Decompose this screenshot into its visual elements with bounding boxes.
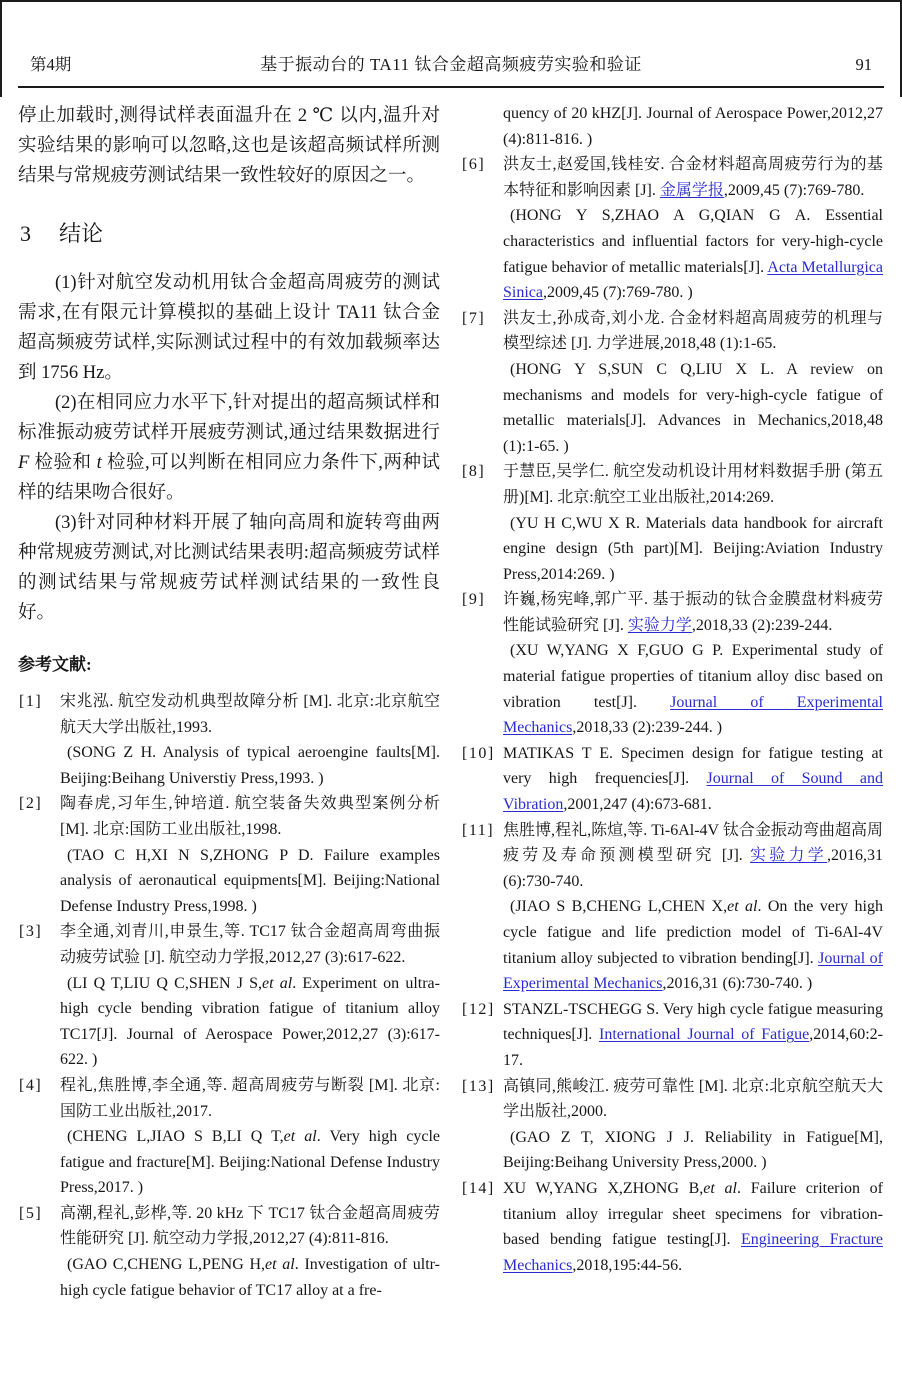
reference-translation xyxy=(60,843,440,920)
references-list-left xyxy=(18,689,440,1303)
text-segment: (CHENG L,JIAO S B,LI Q T, xyxy=(67,1128,284,1146)
section-title: 结论 xyxy=(59,221,104,246)
text-segment: ,2009,45 (7):769-780. ) xyxy=(543,284,693,302)
reference-item xyxy=(461,459,883,587)
text-segment: (GAO Z T, XIONG J J. Reliability in Fatigue[M], Beijing:Beihang University Press,2000. ) xyxy=(503,1128,883,1172)
text-segment: (2)在相同应力水平下,针对提出的超高频试样和标准振动疲劳试样开展疲劳测试,通过结果数据进行 xyxy=(18,393,440,443)
reference-item xyxy=(461,818,883,997)
reference-item xyxy=(461,741,883,818)
reference-item xyxy=(18,689,440,791)
reference-item xyxy=(461,152,883,306)
reference-translation xyxy=(60,1124,440,1201)
text-segment: MATIKAS T E. Specimen design for fatigue testing at very high frequencies[J]. xyxy=(503,744,883,788)
italic-term: t xyxy=(96,453,102,473)
reference-translation xyxy=(60,1252,440,1303)
journal-link[interactable]: Engineering Fracture Mechanics xyxy=(503,1231,883,1274)
text-segment: (JIAO S B,CHENG L,CHEN X, xyxy=(510,898,728,916)
reference-translation xyxy=(503,638,883,740)
reference-citation xyxy=(503,997,883,1074)
reference-label: [2] xyxy=(19,795,43,813)
reference-label: [3] xyxy=(19,923,43,941)
text-segment: 洪友士,孙成奇,刘小龙. 合金材料超高周疲劳的机理与模型综述 [J]. 力学进展,2018,48 (1):1-65. xyxy=(503,309,883,353)
reference-5-continuation xyxy=(461,101,883,152)
text-segment: 高潮,程礼,彭桦,等. 20 kHz 下 TC17 钛合金超高周疲劳性能研究 [J]. 航空动力学报,2012,27 (4):811-816. xyxy=(60,1204,440,1248)
text-segment: 检验,可以判断在相同应力条件下,两种试样的结果吻合很好。 xyxy=(18,453,440,503)
journal-link[interactable]: Journal of Experimental Mechanics xyxy=(503,693,883,737)
reference-item xyxy=(18,1073,440,1201)
italic-term: F xyxy=(18,453,30,473)
text-segment: 高镇同,熊峻江. 疲劳可靠性 [M]. 北京:北京航空航天大学出版社,2000. xyxy=(503,1077,883,1121)
text-segment: (HONG Y S,ZHAO A G,QIAN G A. Essential characteristics and influential factors for very-high-cycle fatigue behavior of metallic materials[J]. xyxy=(503,207,883,276)
reference-citation xyxy=(60,919,440,970)
reference-citation xyxy=(503,152,883,203)
two-column-body xyxy=(0,88,902,1303)
references-list-right xyxy=(461,152,883,1278)
text-segment: XU W,YANG X,ZHONG B, xyxy=(503,1179,704,1197)
text-segment: (TAO C H,XI N S,ZHONG P D. Failure examples analysis of aeronautical equipments[M]. Beijing:National Defense Industry Press,1998. ) xyxy=(60,846,440,915)
reference-citation xyxy=(503,306,883,357)
text-segment: . Investigation of ultr-high cycle fatigue behavior of TC17 alloy at a fre- xyxy=(60,1256,441,1299)
text-segment: 程礼,焦胜博,李全通,等. 超高周疲劳与断裂 [M]. 北京:国防工业出版社,2017. xyxy=(60,1076,440,1120)
reference-citation xyxy=(60,689,440,740)
section-number: 3 xyxy=(20,221,31,246)
reference-item xyxy=(461,1074,883,1176)
italic-term: et al xyxy=(727,898,758,916)
italic-term: et al xyxy=(283,1128,317,1146)
reference-translation xyxy=(503,203,883,305)
italic-term: et al xyxy=(265,1256,295,1274)
text-segment: . Failure criterion of titanium alloy irregular sheet specimens for vibration-based bending fatigue testing[J]. xyxy=(503,1179,883,1249)
reference-label: [10] xyxy=(462,744,495,762)
text-segment: 陶春虎,习年生,钟培道. 航空装备失效典型案例分析 [M]. 北京:国防工业出版社,1998. xyxy=(60,795,440,838)
left-column xyxy=(18,101,440,1303)
text-segment: 李全通,刘青川,申景生,等. TC17 钛合金超高周弯曲振动疲劳试验 [J]. 航空动力学报,2012,27 (3):617-622. xyxy=(60,923,440,966)
text-segment: ,2016,31 (6):730-740. xyxy=(503,847,883,890)
reference-item xyxy=(461,997,883,1074)
text-segment: (XU W,YANG X F,GUO G P. Experimental study of material fatigue properties of titanium alloy disc based on vibration test[J]. xyxy=(503,642,883,711)
text-segment: 焦胜博,程礼,陈煊,等. Ti-6Al-4V 钛合金振动弯曲超高周疲劳及寿命预测模型研究 [J]. xyxy=(503,821,883,865)
journal-link[interactable]: International Journal of Fatigue xyxy=(599,1026,810,1044)
italic-term: et al xyxy=(262,974,293,992)
reference-translation xyxy=(503,357,883,459)
reference-citation xyxy=(503,459,883,510)
italic-term: et al xyxy=(703,1179,737,1197)
paper-title: 基于振动台的 TA11 钛合金超高频疲劳实验和验证 xyxy=(260,55,642,74)
page-number: 91 xyxy=(855,55,872,74)
text-segment: STANZL-TSCHEGG S. Very high cycle fatigue measuring techniques[J]. xyxy=(503,1000,883,1044)
text-segment: . Very high cycle fatigue and fracture[M]. Beijing:National Defense Industry Press,2017. ) xyxy=(60,1128,440,1197)
text-segment: 许巍,杨宪峰,郭广平. 基于振动的钛合金膜盘材料疲劳性能试验研究 [J]. xyxy=(503,591,883,634)
reference-translation xyxy=(60,971,440,1073)
reference-label: [7] xyxy=(462,309,486,327)
text-segment: (GAO C,CHENG L,PENG H, xyxy=(67,1256,266,1274)
reference-label: [13] xyxy=(462,1077,495,1095)
journal-link[interactable]: Acta Metallurgica Sinica xyxy=(503,258,883,302)
reference-label: [4] xyxy=(19,1076,43,1094)
journal-issue: 第4期 xyxy=(30,55,72,74)
text-segment: ,2018,33 (2):239-244. ) xyxy=(572,719,723,737)
reference-label: [11] xyxy=(462,821,495,839)
journal-link[interactable]: 实验力学 xyxy=(627,616,692,634)
text-segment: 检验和 xyxy=(29,453,97,473)
section-heading xyxy=(20,217,440,248)
text-segment: . Experiment on ultra-high cycle bending vibration fatigue of titanium alloy TC17[J]. Journal of Aerospace Power,2012,27 (3):617-622. ) xyxy=(60,974,440,1069)
reference-citation xyxy=(503,818,883,895)
text-segment: 于慧臣,吴学仁. 航空发动机设计用材料数据手册 (第五册)[M]. 北京:航空工业出版社,2014:269. xyxy=(503,463,883,506)
reference-citation xyxy=(503,1074,883,1125)
text-segment: 宋兆泓. 航空发动机典型故障分析 [M]. 北京:北京航空航天大学出版社,1993. xyxy=(60,693,440,736)
text-segment: (HONG Y S,SUN C Q,LIU X L. A review on mechanisms and models for very-high-cycle fatigue of metallic materials[J]. Advances in Mechanics,2018,48 (1):1-65. ) xyxy=(503,360,883,455)
reference-label: [1] xyxy=(19,693,43,710)
reference-citation xyxy=(60,791,440,842)
text-segment: ,2009,45 (7):769-780. xyxy=(723,181,865,199)
reference-label: [9] xyxy=(462,591,486,609)
reference-item xyxy=(18,919,440,1073)
reference-item xyxy=(461,306,883,460)
page-header xyxy=(30,50,872,75)
reference-translation xyxy=(60,740,440,791)
reference-citation xyxy=(503,587,883,638)
reference-citation xyxy=(60,1073,440,1124)
journal-link[interactable]: 实验力学 xyxy=(750,847,827,865)
reference-label: [5] xyxy=(19,1204,43,1222)
reference-item xyxy=(18,1201,440,1303)
reference-translation xyxy=(503,894,883,996)
text-segment: . On the very high cycle fatigue and life prediction model of Ti-6Al-4V titanium alloy subjected to vibration bending[J]. xyxy=(503,898,883,967)
scan-edge-left xyxy=(0,0,2,97)
text-segment: ,2016,31 (6):730-740. ) xyxy=(662,975,813,993)
reference-label: [8] xyxy=(462,463,486,481)
reference-item xyxy=(18,791,440,919)
text-segment: (YU H C,WU X R. Materials data handbook for aircraft engine design (5th part)[M]. Beijing:Aviation Industry Press,2014:269. ) xyxy=(503,514,883,583)
conclusion-paragraph-3 xyxy=(18,508,440,628)
conclusion-paragraph-1 xyxy=(18,268,440,388)
reference-item xyxy=(461,587,883,741)
text-segment: (1)针对航空发动机用钛合金超高周疲劳的测试需求,在有限元计算模拟的基础上设计 TA11 钛合金超高频疲劳试样,实际测试过程中的有效加载频率达到 1756 Hz。 xyxy=(18,273,440,383)
scan-edge-top xyxy=(0,0,902,2)
journal-link[interactable]: Journal of Sound and Vibration xyxy=(503,770,883,814)
references-heading: 参考文献: xyxy=(18,655,92,674)
intro-paragraph: 停止加载时,测得试样表面温升在 2 ℃ 以内,温升对实验结果的影响可以忽略,这也是该超高频试样所测结果与常规疲劳测试结果一致性较好的原因之一。 xyxy=(18,106,440,186)
text-segment: ,2001,247 (4):673-681. xyxy=(563,796,712,814)
right-column xyxy=(461,101,883,1303)
text-segment: 洪友士,赵爱国,钱桂安. 合金材料超高周疲劳行为的基本特征和影响因素 [J]. xyxy=(503,156,883,199)
reference-label: [12] xyxy=(462,1000,495,1018)
reference-citation xyxy=(503,741,883,818)
text-segment: quency of 20 kHZ[J]. Journal of Aerospace Power,2012,27 (4):811-816. ) xyxy=(503,105,883,148)
reference-citation xyxy=(503,1176,883,1278)
reference-translation xyxy=(503,1125,883,1176)
text-segment: ,2014,60:2-17. xyxy=(503,1026,883,1069)
reference-label: [6] xyxy=(462,156,486,174)
reference-translation xyxy=(503,511,883,588)
reference-label: [14] xyxy=(462,1179,495,1197)
journal-link[interactable]: 金属学报 xyxy=(659,181,724,199)
text-segment: ,2018,195:44-56. xyxy=(572,1256,683,1274)
text-segment: (SONG Z H. Analysis of typical aeroengine faults[M]. Beijing:Beihang Universtiy Press,1993. ) xyxy=(60,744,440,787)
text-segment: (LI Q T,LIU Q C,SHEN J S, xyxy=(67,974,263,992)
reference-citation xyxy=(60,1201,440,1252)
conclusion-paragraph-2 xyxy=(18,388,440,508)
reference-item xyxy=(461,1176,883,1278)
text-segment: (3)针对同种材料开展了轴向高周和旋转弯曲两种常规疲劳测试,对比测试结果表明:超高频疲劳试样的测试结果与常规疲劳试样测试结果的一致性良好。 xyxy=(18,513,440,623)
journal-link[interactable]: Journal of Experimental Mechanics xyxy=(503,949,883,993)
text-segment: ,2018,33 (2):239-244. xyxy=(691,616,833,634)
